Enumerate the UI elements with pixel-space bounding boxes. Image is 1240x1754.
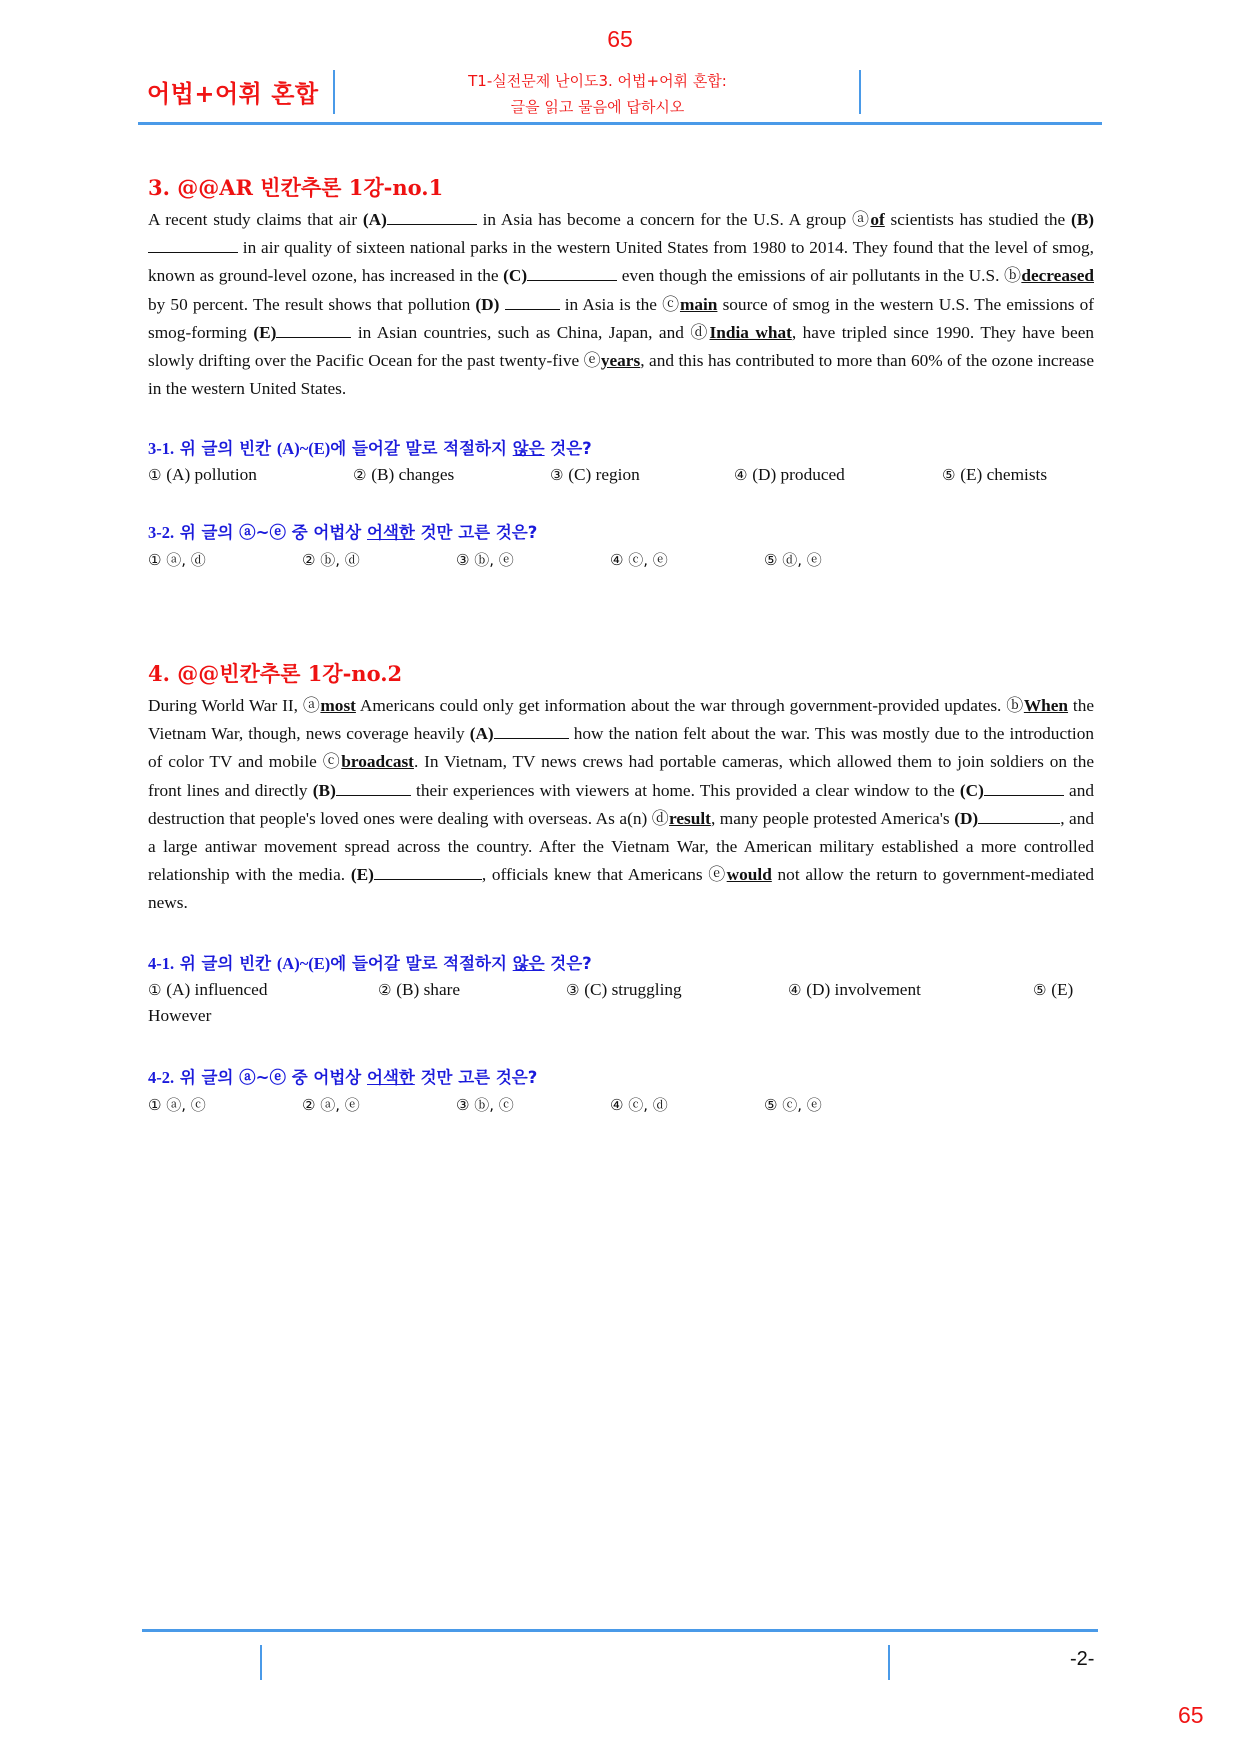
choice-4[interactable]	[610, 1094, 764, 1115]
choice-1[interactable]	[148, 465, 353, 485]
blank-line	[984, 781, 1064, 796]
header-subtitle	[335, 68, 860, 120]
blank-label: (B)	[1070, 210, 1094, 229]
choice-number: ①	[148, 551, 167, 570]
choice-text: (A) pollution	[166, 465, 257, 485]
blank-label: (E)	[350, 865, 374, 885]
choice-text: ⓒ, ⓔ	[782, 1095, 822, 1114]
blank-line	[336, 781, 411, 796]
blank-line	[978, 809, 1060, 824]
choice-number: ①	[148, 980, 167, 999]
footer-divider-left	[260, 1645, 262, 1680]
choice-4[interactable]	[788, 980, 1033, 1000]
blank-label: (C)	[503, 266, 528, 286]
choice-text: (C) region	[568, 465, 640, 485]
underlined-target-word: broadcast	[341, 752, 414, 772]
choice-text: (D) involvement	[806, 979, 921, 999]
choice-text: ⓑ, ⓒ	[474, 1095, 514, 1114]
bottom-page-number: 65	[1178, 1702, 1204, 1728]
header-subtitle-line1: T1-실전문제 난이도3. 어법+어휘 혼합:	[468, 72, 727, 90]
choice-number: ①	[148, 1095, 167, 1114]
footer-page-label: -2-	[1070, 1648, 1095, 1670]
blank-line	[148, 238, 238, 253]
choice-5[interactable]	[764, 1094, 914, 1115]
choice-text: ⓑ, ⓓ	[320, 551, 360, 570]
choice-text: ⓐ, ⓔ	[320, 1095, 360, 1114]
choice-text: (E)	[1051, 979, 1074, 999]
choice-5[interactable]	[764, 549, 914, 570]
underlined-target-word: When	[1023, 696, 1069, 715]
choice-1[interactable]	[148, 549, 302, 570]
choice-text: (B) changes	[371, 465, 455, 485]
choice-number: ④	[734, 466, 753, 485]
choice-text: (D) produced	[752, 465, 845, 485]
blank-label: (A)	[362, 210, 387, 229]
underlined-target-word: would	[726, 865, 772, 885]
choice-number: ④	[788, 980, 807, 999]
choice-text: ⓓ, ⓔ	[782, 551, 822, 570]
blank-line	[505, 295, 560, 310]
choice-2[interactable]	[302, 549, 456, 570]
choice-number: ③	[456, 1095, 475, 1114]
question-4-passage: During World War II, ⓐmost Americans could only get information about the war through government-provided updates. ⓑWhen the Vietnam War, though, news coverage heavily (A) how the nation felt about the war. This was mostly due to the introduction of color TV and mobile ⓒbroadcast. In Vietnam, TV news crews had portable cameras, which allowed them to join soldiers on the front lines and directly (B) their experiences with viewers at home. This provided a clear window to the (C) and destruction that people's loved ones were dealing with overseas. As a(n) ⓓresult, many people protested America's (D) , and a large antiwar movement spread across the country. After the Vietnam War, the American military established a more controlled relationship with the media. (E) , officials knew that Americans ⓔwould not allow the return to government-mediated news.	[148, 696, 1095, 913]
blank-label: (B)	[312, 780, 336, 800]
top-page-number: 65	[607, 26, 633, 52]
blank-label: (D)	[475, 294, 500, 314]
choice-text: (E) chemists	[960, 465, 1048, 485]
question-4-2-choices	[148, 1094, 1094, 1115]
question-3-passage: A recent study claims that air (A) in Asia has become a concern for the U.S. A group ⓐof scientists has studied the (B) in air quality of sixteen national parks in the western United States from 1980 to 2014. They found that the level of smog, known as ground-level ozone, has increased in the (C) even though the emissions of air pollutants in the U.S. ⓑdecreased by 50 percent. The result shows that pollution (D) in Asia is the ⓒmain source of smog in the western U.S. The emissions of smog-forming (E) in Asian countries, such as China, Japan, and ⓓIndia what, have tripled since 1990. They have been slowly drifting over the Pacific Ocean for the past twenty-five ⓔyears, and this has contributed to more than 60% of the ozone increase in the western United States.	[148, 210, 1095, 399]
circled-marker: ⓐ	[851, 210, 871, 230]
question-3-1-choices	[148, 465, 1094, 485]
blank-line	[374, 865, 482, 880]
question-4-2-prompt: 4-2. 위 글의 ⓐ~ⓔ 중 어법상 어색한 것만 고른 것은?	[148, 1067, 538, 1087]
underlined-target-word: most	[320, 696, 356, 715]
choice-text: ⓐ, ⓓ	[166, 551, 206, 570]
choice-number: ②	[353, 466, 372, 485]
header-title: 어법+어휘 혼합	[147, 80, 319, 108]
choice-5[interactable]	[1033, 980, 1093, 1000]
choice-3[interactable]	[456, 1094, 610, 1115]
underlined-target-word: years	[600, 351, 641, 371]
choice-number: ⑤	[764, 551, 783, 570]
choice-4[interactable]	[610, 549, 764, 570]
choice-1[interactable]	[148, 980, 378, 1000]
choice-2[interactable]	[302, 1094, 456, 1115]
question-3-title: 3. @@AR 빈칸추론 1강-no.1	[148, 175, 444, 200]
choice-5[interactable]	[942, 465, 1092, 485]
choice-number: ⑤	[764, 1095, 783, 1114]
question-4	[148, 658, 1094, 1115]
footer-rule	[142, 1629, 1098, 1632]
footer-page-label-clip	[1070, 1648, 1098, 1671]
choice-text: ⓑ, ⓔ	[474, 551, 514, 570]
footer-divider-right	[888, 1645, 890, 1680]
question-3-2-prompt: 3-2. 위 글의 ⓐ~ⓔ 중 어법상 어색한 것만 고른 것은?	[148, 523, 538, 543]
blank-label: (A)	[469, 724, 494, 744]
circled-marker: ⓐ	[302, 696, 321, 716]
header-subtitle-line2: 글을 읽고 물음에 답하시오	[510, 98, 685, 116]
choice-number: ④	[610, 551, 629, 570]
choice-number: ⑤	[942, 466, 961, 485]
choice-2[interactable]	[353, 465, 550, 485]
underlined-target-word: result	[669, 808, 711, 828]
choice-text: ⓒ, ⓔ	[628, 551, 668, 570]
underlined-target-word: decreased	[1021, 266, 1094, 286]
circled-marker: ⓒ	[322, 752, 342, 773]
choice-number: ①	[148, 466, 167, 485]
choice-number: ②	[378, 980, 397, 999]
circled-marker: ⓑ	[1004, 266, 1022, 287]
choice-number: ②	[302, 551, 321, 570]
question-4-1-choices	[148, 980, 1094, 1000]
blank-label: (D)	[954, 808, 979, 828]
choice-1[interactable]	[148, 1094, 302, 1115]
blank-line	[276, 323, 351, 338]
circled-marker: ⓓ	[651, 808, 670, 829]
choice-text: (A) influenced	[166, 979, 268, 999]
choice-text: ⓒ, ⓓ	[628, 1095, 668, 1114]
circled-marker: ⓔ	[708, 865, 727, 886]
blank-line	[527, 266, 617, 281]
choice-number: ③	[566, 980, 585, 999]
blank-line	[494, 724, 569, 739]
blank-label: (C)	[959, 780, 984, 800]
question-3-1-prompt: 3-1. 위 글의 빈칸 (A)~(E)에 들어갈 말로 적절하지 않은 것은?	[148, 439, 592, 459]
choice-4[interactable]	[734, 465, 942, 485]
choice-number: ③	[456, 551, 475, 570]
choice-3[interactable]	[550, 465, 734, 485]
circled-marker: ⓔ	[583, 351, 601, 372]
question-4-1-wrap: However	[148, 1005, 212, 1025]
question-3	[148, 172, 1094, 570]
choice-2[interactable]	[378, 980, 566, 1000]
choice-number: ④	[610, 1095, 629, 1114]
circled-marker: ⓑ	[1006, 696, 1024, 716]
circled-marker: ⓒ	[662, 294, 680, 315]
choice-number: ②	[302, 1095, 321, 1114]
circled-marker: ⓓ	[690, 322, 710, 343]
choice-number: ⑤	[1033, 980, 1052, 999]
blank-line	[387, 210, 477, 225]
question-4-title: 4. @@빈칸추론 1강-no.2	[148, 661, 403, 686]
choice-3[interactable]	[456, 549, 610, 570]
question-3-2-choices	[148, 549, 1094, 570]
choice-text: (B) share	[396, 979, 461, 999]
blank-label: (E)	[253, 322, 277, 342]
underlined-target-word: of	[870, 210, 885, 229]
choice-text: (C) struggling	[584, 979, 682, 999]
underlined-target-word: India what	[709, 322, 792, 342]
header-divider-right	[859, 70, 861, 114]
choice-text: ⓐ, ⓒ	[166, 1095, 206, 1114]
question-4-1-prompt: 4-1. 위 글의 빈칸 (A)~(E)에 들어갈 말로 적절하지 않은 것은?	[148, 953, 592, 973]
choice-3[interactable]	[566, 980, 788, 1000]
underlined-target-word: main	[679, 294, 718, 314]
header-rule	[138, 122, 1102, 125]
choice-number: ③	[550, 466, 569, 485]
